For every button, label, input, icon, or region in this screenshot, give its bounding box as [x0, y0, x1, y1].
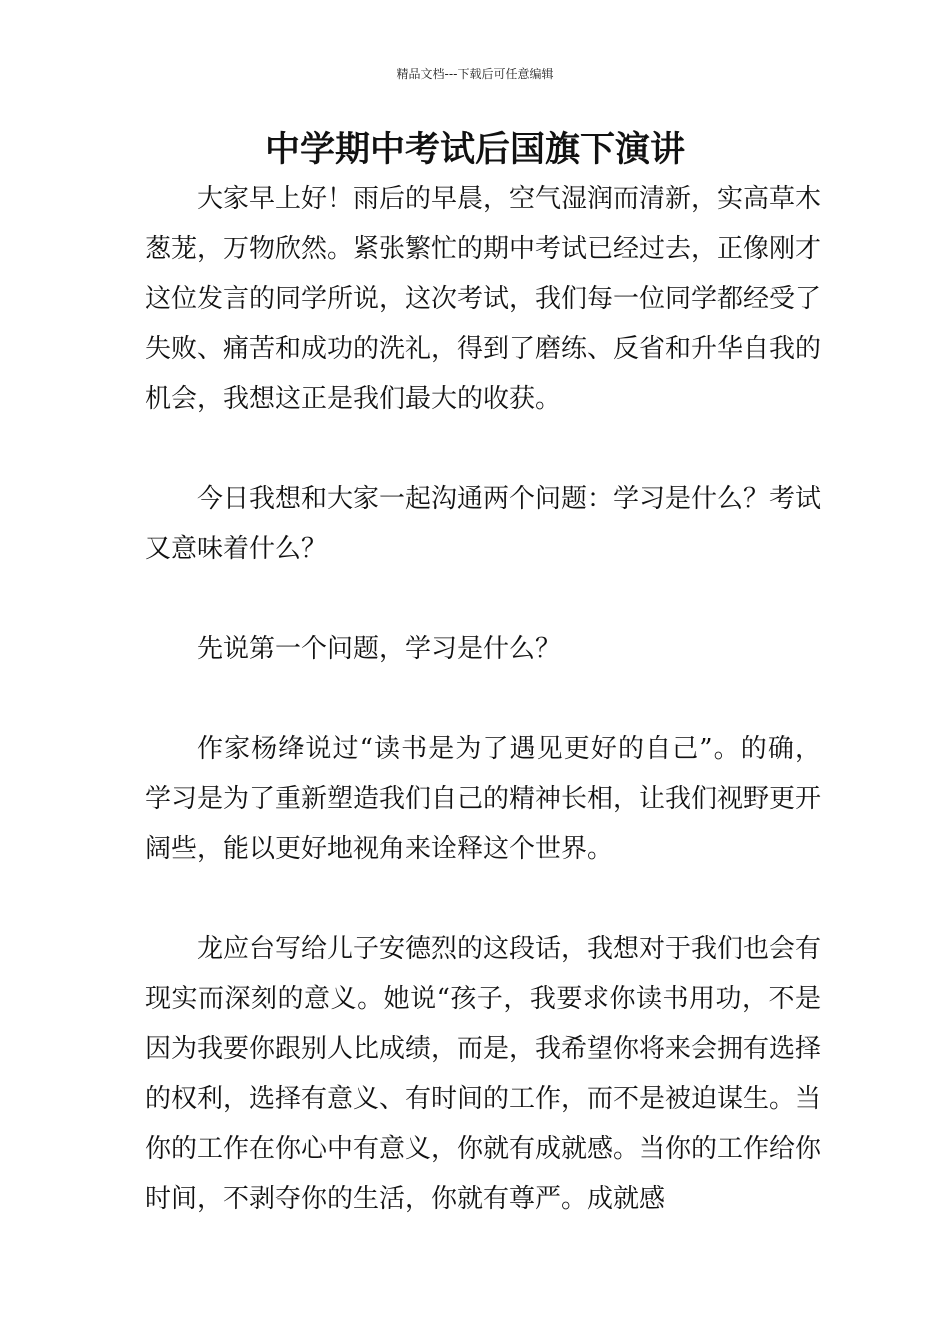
- paragraph-gap: [145, 674, 821, 724]
- paragraph-gap: [145, 874, 821, 924]
- paragraph-greeting: 大家早上好！雨后的早晨，空气湿润而清新，实高草木葱茏，万物欣然。紧张繁忙的期中考试已经过去，正像刚才这位发言的同学所说，这次考试，我们每一位同学都经受了失败、痛苦和成功的洗礼，得到了磨练、反省和升华自我的机会，我想这正是我们最大的收获。: [145, 184, 822, 414]
- paragraph-yang-jiang: 作家杨绛说过“读书是为了遇见更好的自己”。的确，学习是为了重新塑造我们自己的精神长相，让我们视野更开阔些，能以更好地视角来诠释这个世界。: [145, 734, 822, 864]
- document-title: 中学期中考试后国旗下演讲: [264, 130, 685, 170]
- paragraph-first-question: 先说第一个问题，学习是什么？: [197, 634, 562, 664]
- paragraph-gap: [145, 574, 821, 624]
- paragraph-gap: [145, 424, 821, 474]
- paragraph-questions: 今日我想和大家一起沟通两个问题：学习是什么？考试又意味着什么？: [145, 484, 822, 564]
- paragraph-long-yingtai: 龙应台写给儿子安德烈的这段话，我想对于我们也会有现实而深刻的意义。她说“孩子，我要求你读书用功，不是因为我要你跟别人比成绩，而是，我希望你将来会拥有选择的权利，选择有意义、有时间的工作，而不是被迫谋生。当你的工作在你心中有意义，你就有成就感。当你的工作给你时间，不剥夺你的生活，你就有尊严。成就感: [145, 934, 822, 1214]
- page-header: 精品文档---下载后可任意编辑: [396, 67, 554, 81]
- document-body: [145, 174, 821, 1224]
